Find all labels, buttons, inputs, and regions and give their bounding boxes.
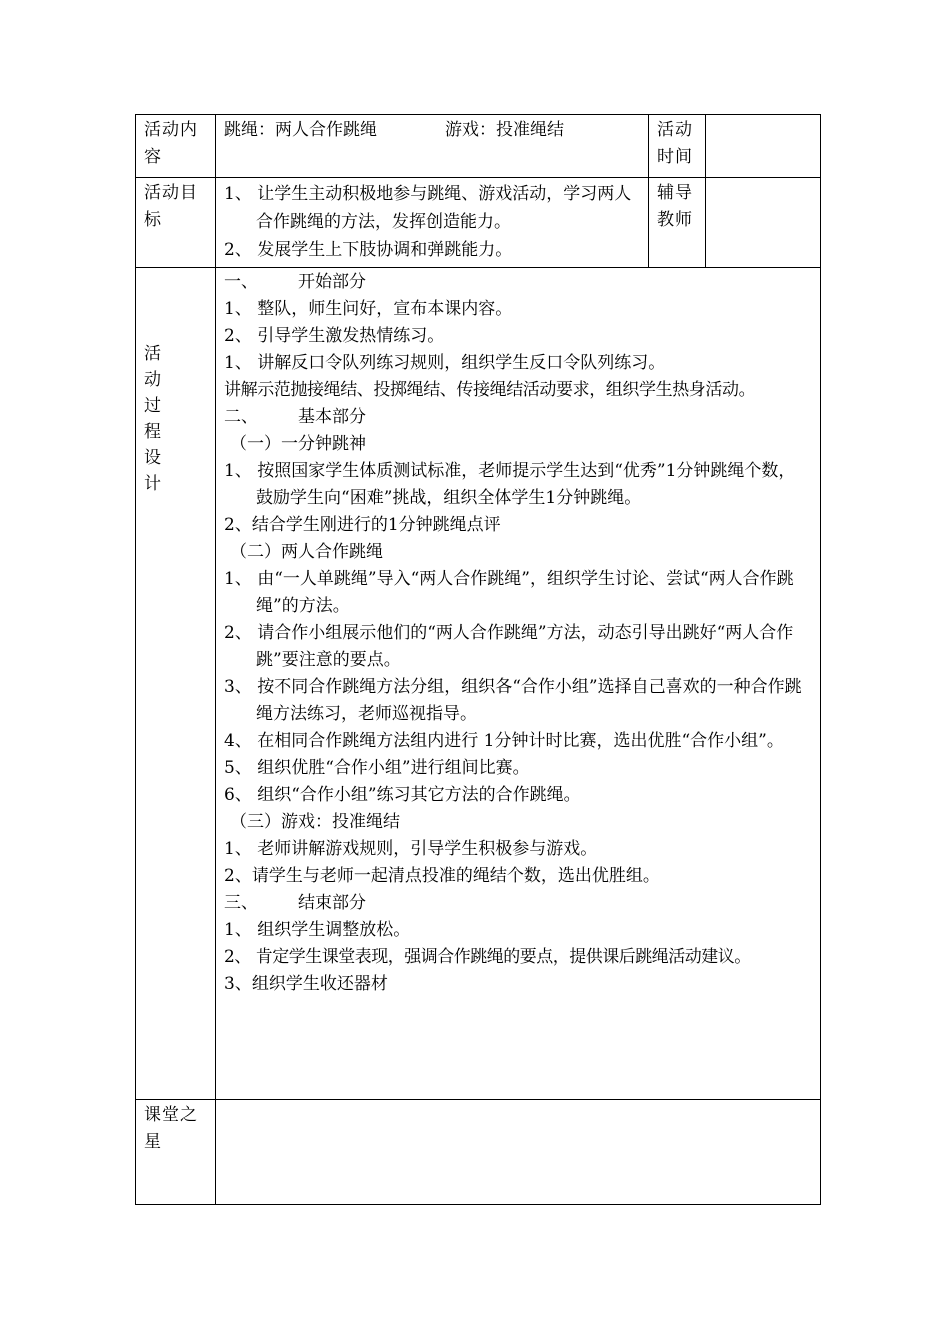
label-activity-process-vertical (144, 341, 162, 497)
section-heading: 一、 开始部分 (224, 272, 366, 292)
process-item: 5、 组织优胜“合作小组”进行组间比赛。 (224, 758, 530, 778)
activity-time-value (706, 115, 821, 178)
section-heading: 二、 基本部分 (224, 407, 366, 427)
process-item: 6、 组织“合作小组”练习其它方法的合作跳绳。 (224, 785, 581, 805)
process-item: 1、 整队，师生问好，宣布本课内容。 (224, 299, 513, 319)
label-char: 活 (144, 344, 161, 364)
row-activity-process (136, 268, 821, 1100)
process-item: 2、 肯定学生课堂表现，强调合作跳绳的要点，提供课后跳绳活动建议。 (224, 947, 751, 967)
process-note: 讲解示范抛接绳结、投掷绳结、传接绳结活动要求，组织学生热身活动。 (224, 380, 756, 400)
class-star-value (216, 1100, 821, 1205)
goal-item: 1、 让学生主动积极地参与跳绳、游戏活动，学习两人合作跳绳的方法，发挥创造能力。 (224, 184, 632, 232)
label-teacher: 辅导教师 (649, 178, 706, 268)
activity-goals-value (216, 178, 649, 268)
activity-content-value (216, 115, 649, 178)
process-item: 2、结合学生刚进行的1分钟跳绳点评 (224, 515, 501, 535)
subsection-heading: （三）游戏：投准绳结 (230, 812, 400, 832)
activity-process-content (216, 268, 821, 1100)
process-item: 3、 按不同合作跳绳方法分组，组织各“合作小组”选择自己喜欢的一种合作跳绳方法练习，老师巡视指导。 (224, 677, 802, 724)
activity-content-jump-rope: 跳绳：两人合作跳绳 (224, 120, 377, 140)
process-item: 3、组织学生收还器材 (224, 974, 388, 994)
row-class-star (136, 1100, 821, 1205)
process-item: 2、 引导学生激发热情练习。 (224, 326, 445, 346)
label-activity-time: 活动时间 (649, 115, 706, 178)
section-heading: 三、 结束部分 (224, 893, 366, 913)
subsection-heading: （二）两人合作跳绳 (230, 542, 383, 562)
label-char: 设 (144, 448, 161, 468)
row-activity-goals (136, 178, 821, 268)
label-char: 计 (144, 474, 161, 494)
process-item: 1、 按照国家学生体质测试标准，老师提示学生达到“优秀”1分钟跳绳个数，鼓励学生向“困难”挑战，组织全体学生1分钟跳绳。 (224, 461, 796, 508)
lesson-plan-table (135, 114, 821, 1205)
process-item: 1、 讲解反口令队列练习规则，组织学生反口令队列练习。 (224, 353, 666, 373)
subsection-heading: （一）一分钟跳神 (230, 434, 366, 454)
teacher-value (706, 178, 821, 268)
process-item: 1、 老师讲解游戏规则，引导学生积极参与游戏。 (224, 839, 598, 859)
label-char: 程 (144, 422, 161, 442)
process-item: 1、 组织学生调整放松。 (224, 920, 411, 940)
process-item: 2、请学生与老师一起清点投准的绳结个数，选出优胜组。 (224, 866, 660, 886)
label-class-star: 课堂之星 (136, 1100, 216, 1205)
label-char: 动 (144, 370, 161, 390)
process-item: 1、 由“一人单跳绳”导入“两人合作跳绳”，组织学生讨论、尝试“两人合作跳绳”的方法。 (224, 569, 794, 616)
label-activity-content: 活动内容 (136, 115, 216, 178)
goal-item: 2、 发展学生上下肢协调和弹跳能力。 (224, 240, 513, 260)
process-item: 4、 在相同合作跳绳方法组内进行 1分钟计时比赛，选出优胜“合作小组”。 (224, 731, 784, 751)
process-item: 2、 请合作小组展示他们的“两人合作跳绳”方法，动态引导出跳好“两人合作跳”要注意的要点。 (224, 623, 794, 670)
label-activity-goals: 活动目标 (136, 178, 216, 268)
activity-content-game: 游戏：投准绳结 (445, 120, 564, 140)
row-activity-content (136, 115, 821, 178)
label-char: 过 (144, 396, 161, 416)
label-activity-process (136, 268, 216, 1100)
